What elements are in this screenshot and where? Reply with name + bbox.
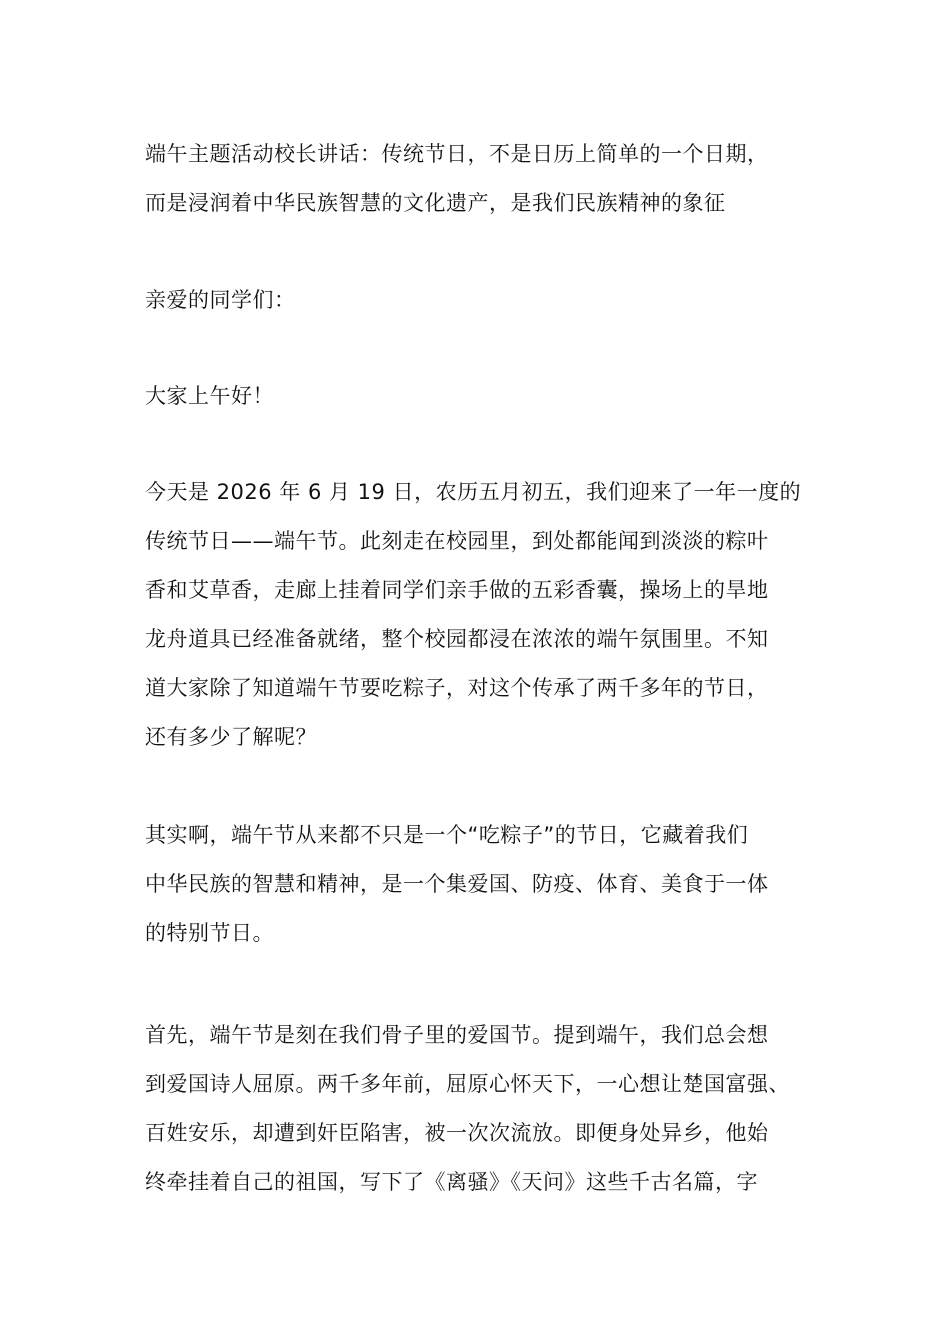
salutation: 亲爱的同学们： xyxy=(145,288,296,312)
paragraph-line: 其实啊，端午节从来都不只是一个“吃粽子”的节日，它藏着我们 xyxy=(145,823,749,847)
greeting: 大家上午好！ xyxy=(145,384,274,408)
paragraph-line: 传统节日——端午节。此刻走在校园里，到处都能闻到淡淡的粽叶 xyxy=(145,529,769,553)
document-page xyxy=(145,130,835,1207)
document-title xyxy=(145,130,835,228)
paragraph-line: 到爱国诗人屈原。两千多年前，屈原心怀天下，一心想让楚国富强、 xyxy=(145,1072,790,1096)
paragraph-line: 终牵挂着自己的祖国，写下了《离骚》《天问》这些千古名篇，字 xyxy=(145,1170,758,1194)
title-line-2: 而是浸润着中华民族智慧的文化遗产，是我们民族精神的象征 xyxy=(145,191,726,215)
paragraph-line: 首先，端午节是刻在我们骨子里的爱国节。提到端午，我们总会想 xyxy=(145,1023,769,1047)
paragraph-2 xyxy=(145,811,835,958)
paragraph-line: 龙舟道具已经准备就绪，整个校园都浸在浓浓的端午氛围里。不知 xyxy=(145,627,769,651)
paragraph-line: 百姓安乐，却遭到奸臣陷害，被一次次流放。即便身处异乡，他始 xyxy=(145,1121,769,1145)
paragraph-line: 香和艾草香，走廊上挂着同学们亲手做的五彩香囊，操场上的旱地 xyxy=(145,578,769,602)
paragraph-line: 道大家除了知道端午节要吃粽子，对这个传承了两千多年的节日， xyxy=(145,676,769,700)
paragraph-line: 今天是 2026 年 6 月 19 日，农历五月初五，我们迎来了一年一度的 xyxy=(145,480,802,504)
paragraph-3 xyxy=(145,1011,835,1207)
paragraph-line: 的特别节日。 xyxy=(145,921,274,945)
paragraph-line: 还有多少了解呢？ xyxy=(145,725,317,749)
paragraph-1 xyxy=(145,468,835,762)
title-line-1: 端午主题活动校长讲话：传统节日，不是日历上简单的一个日期， xyxy=(145,142,769,166)
paragraph-line: 中华民族的智慧和精神，是一个集爱国、防疫、体育、美食于一体 xyxy=(145,872,769,896)
